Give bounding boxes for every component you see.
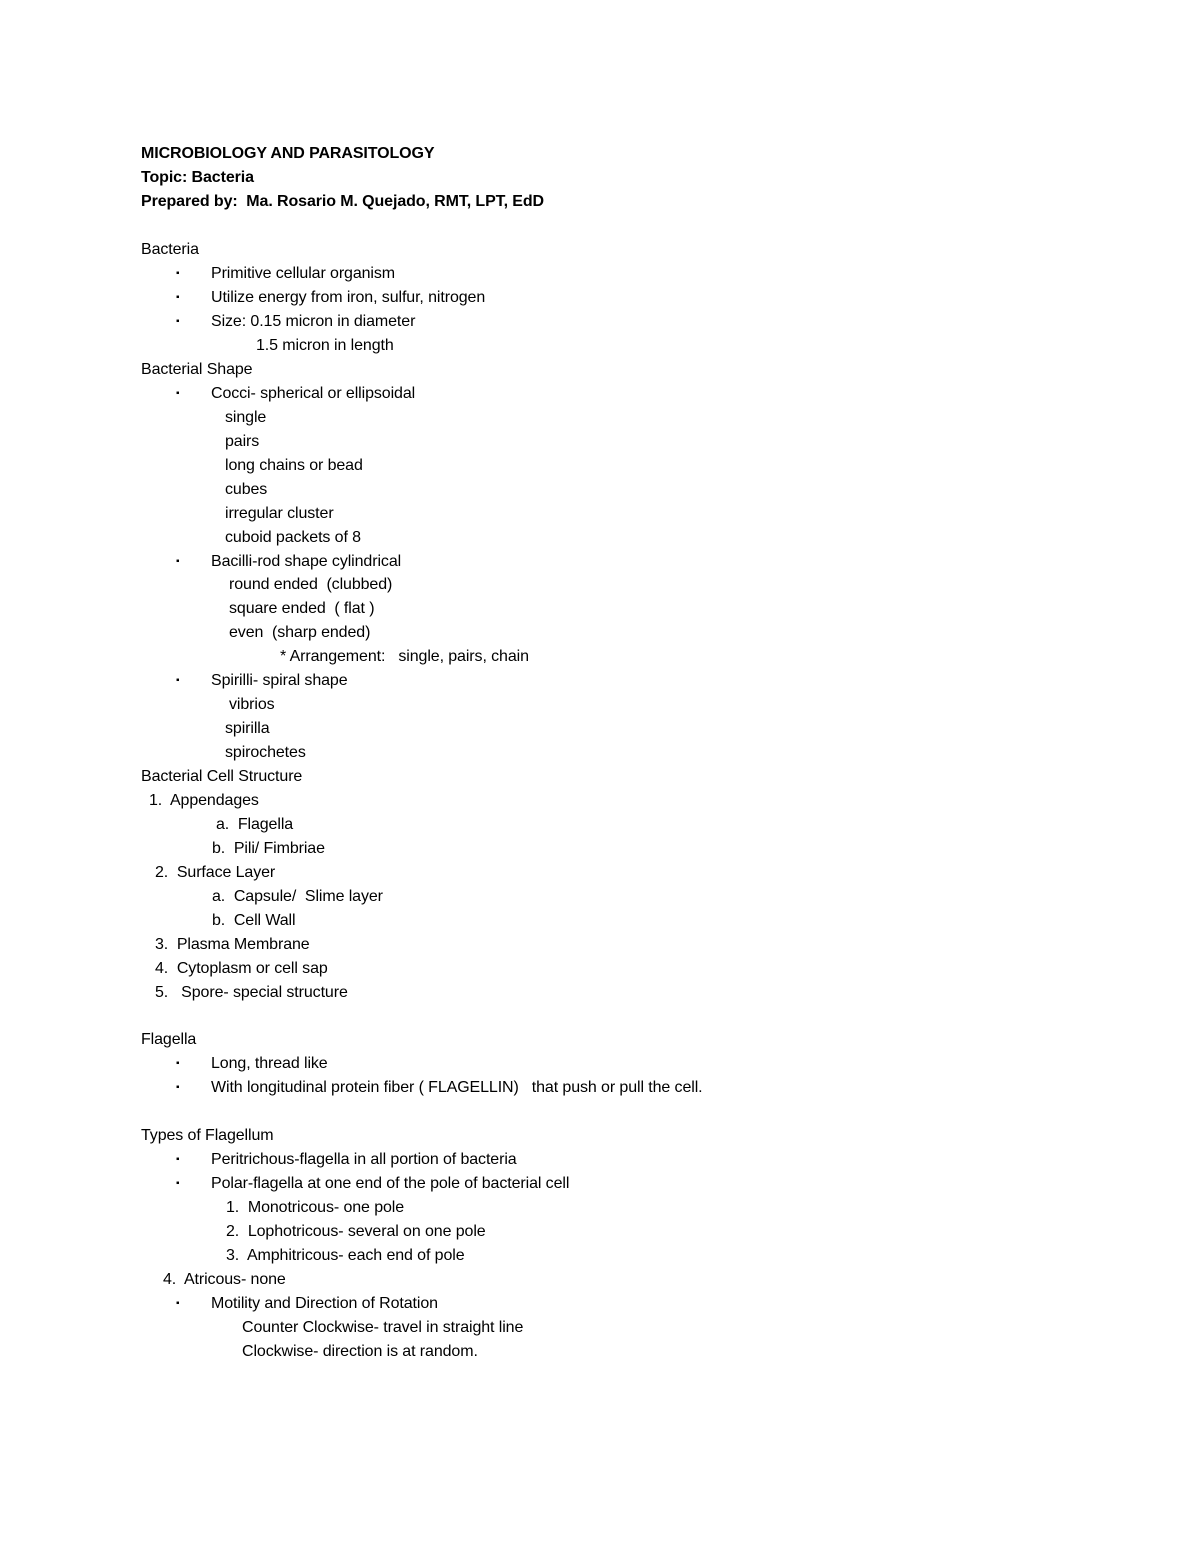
lettered-item: a. Flagella	[216, 816, 294, 833]
section-heading-shape: Bacterial Shape	[141, 361, 253, 378]
topic-line: Topic: Bacteria	[141, 169, 254, 186]
sub-item: square ended ( flat )	[229, 600, 375, 617]
bullet-icon: ▪	[176, 675, 180, 686]
numbered-item: 2. Surface Layer	[155, 864, 276, 881]
list-item: With longitudinal protein fiber ( FLAGELLIN) that push or pull the cell.	[211, 1079, 703, 1096]
list-item: Long, thread like	[211, 1055, 328, 1072]
list-item-spirilli: Spirilli- spiral shape	[211, 672, 348, 689]
list-item: Size: 0.15 micron in diameter	[211, 313, 416, 330]
sub-item: spirochetes	[225, 744, 306, 761]
section-heading-flagella: Flagella	[141, 1031, 197, 1048]
bullet-icon: ▪	[176, 1154, 180, 1165]
section-heading-bacteria: Bacteria	[141, 241, 199, 258]
list-item-cocci: Cocci- spherical or ellipsoidal	[211, 385, 416, 402]
list-item: Utilize energy from iron, sulfur, nitrogen	[211, 289, 486, 306]
course-title: MICROBIOLOGY AND PARASITOLOGY	[141, 145, 435, 162]
sub-item: pairs	[225, 433, 260, 450]
list-item-bacilli: Bacilli-rod shape cylindrical	[211, 553, 402, 570]
numbered-item: 1. Appendages	[149, 792, 259, 809]
arrangement-note: * Arrangement: single, pairs, chain	[280, 648, 529, 665]
list-item: Peritrichous-flagella in all portion of bacteria	[211, 1151, 517, 1168]
lettered-item: b. Pili/ Fimbriae	[212, 840, 325, 857]
sub-item: spirilla	[225, 720, 270, 737]
sub-item: cuboid packets of 8	[225, 529, 361, 546]
sub-item: irregular cluster	[225, 505, 334, 522]
list-item: Motility and Direction of Rotation	[211, 1295, 438, 1312]
lettered-item: a. Capsule/ Slime layer	[212, 888, 383, 905]
bullet-icon: ▪	[176, 1298, 180, 1309]
list-item: Primitive cellular organism	[211, 265, 396, 282]
numbered-item: 5. Spore- special structure	[155, 984, 348, 1001]
bullet-icon: ▪	[176, 388, 180, 399]
sub-item: Counter Clockwise- travel in straight line	[242, 1319, 524, 1336]
section-heading-structure: Bacterial Cell Structure	[141, 768, 303, 785]
numbered-item: 4. Atricous- none	[163, 1271, 286, 1288]
sub-item: single	[225, 409, 267, 426]
sub-item: vibrios	[229, 696, 275, 713]
prepared-by-line: Prepared by: Ma. Rosario M. Quejado, RMT, LPT, EdD	[141, 193, 544, 210]
bullet-icon: ▪	[176, 292, 180, 303]
numbered-item: 4. Cytoplasm or cell sap	[155, 960, 328, 977]
bullet-icon: ▪	[176, 1082, 180, 1093]
bullet-icon: ▪	[176, 316, 180, 327]
list-item-continuation: 1.5 micron in length	[256, 337, 394, 354]
bullet-icon: ▪	[176, 556, 180, 567]
sub-item: round ended (clubbed)	[229, 576, 393, 593]
numbered-sub-item: 1. Monotricous- one pole	[226, 1199, 405, 1216]
sub-item: Clockwise- direction is at random.	[242, 1343, 478, 1360]
bullet-icon: ▪	[176, 1178, 180, 1189]
lettered-item: b. Cell Wall	[212, 912, 296, 929]
sub-item: long chains or bead	[225, 457, 363, 474]
bullet-icon: ▪	[176, 268, 180, 279]
list-item: Polar-flagella at one end of the pole of bacterial cell	[211, 1175, 570, 1192]
numbered-item: 3. Plasma Membrane	[155, 936, 310, 953]
sub-item: cubes	[225, 481, 268, 498]
numbered-sub-item: 2. Lophotricous- several on one pole	[226, 1223, 486, 1240]
sub-item: even (sharp ended)	[229, 624, 371, 641]
section-heading-types: Types of Flagellum	[141, 1127, 274, 1144]
bullet-icon: ▪	[176, 1058, 180, 1069]
numbered-sub-item: 3. Amphitricous- each end of pole	[226, 1247, 465, 1264]
